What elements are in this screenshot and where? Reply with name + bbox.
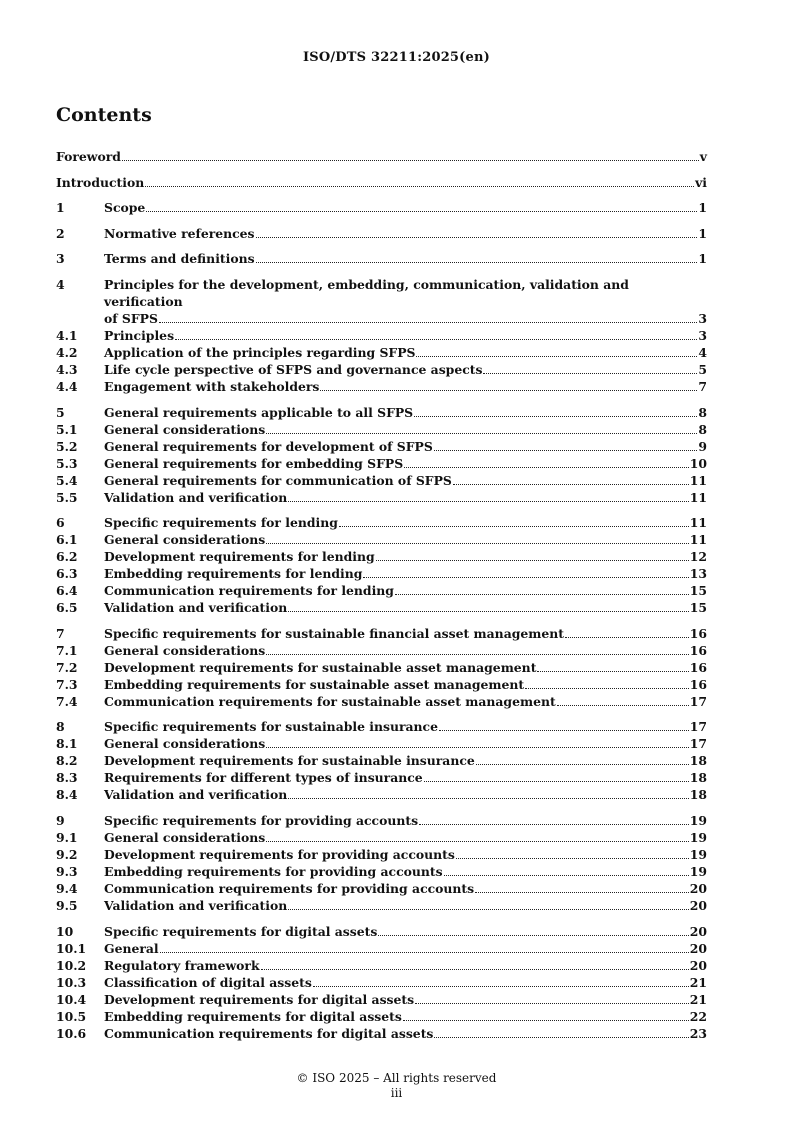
toc-entry-leader bbox=[159, 322, 697, 323]
toc-entry[interactable] bbox=[56, 642, 707, 659]
toc-entry-title: Communication requirements for lending bbox=[104, 583, 394, 599]
toc-entry-leader bbox=[565, 637, 689, 638]
toc-entry-number: 4.4 bbox=[56, 378, 78, 394]
toc-entry-page: 20 bbox=[689, 940, 707, 956]
toc-entry[interactable] bbox=[56, 1008, 707, 1025]
toc-entry-leader bbox=[416, 356, 697, 357]
toc-entry-title: Development requirements for sustainable asset management bbox=[104, 659, 537, 675]
toc-entry-number: 4 bbox=[56, 276, 65, 292]
toc-entry[interactable] bbox=[56, 514, 707, 531]
toc-entry-title: Normative references bbox=[104, 225, 255, 241]
toc-entry-leader bbox=[376, 560, 689, 561]
toc-entry-number: 5.5 bbox=[56, 489, 78, 505]
toc-entry-page: 7 bbox=[698, 378, 707, 394]
toc-entry-number: 9.3 bbox=[56, 863, 78, 879]
toc-entry-page: 16 bbox=[689, 625, 707, 641]
toc-entry-number: 7 bbox=[56, 625, 65, 641]
toc-entry-leader bbox=[537, 671, 688, 672]
toc-entry-page: 9 bbox=[698, 438, 707, 454]
toc-entry-number: 7.3 bbox=[56, 676, 78, 692]
toc-entry-page: 18 bbox=[689, 787, 707, 803]
toc-entry-number: 10.1 bbox=[56, 940, 87, 956]
toc-entry-number: 6.4 bbox=[56, 583, 78, 599]
toc-entry-title: General requirements for development of SFPS bbox=[104, 438, 433, 454]
toc-entry-leader bbox=[288, 909, 689, 910]
toc-entry-number: 6.3 bbox=[56, 566, 78, 582]
toc-entry-number: 2 bbox=[56, 225, 65, 241]
copyright-notice: © ISO 2025 – All rights reserved bbox=[296, 1071, 497, 1085]
toc-entry[interactable] bbox=[56, 676, 707, 693]
table-of-contents bbox=[56, 148, 707, 1042]
toc-entry[interactable] bbox=[56, 735, 707, 752]
toc-entry-leader bbox=[175, 339, 697, 340]
toc-entry-leader bbox=[288, 501, 689, 502]
toc-entry-page: 17 bbox=[689, 736, 707, 752]
toc-entry-leader bbox=[419, 824, 689, 825]
toc-entry-number: 4.1 bbox=[56, 327, 78, 343]
toc-entry-page: 11 bbox=[689, 532, 707, 548]
toc-entry[interactable] bbox=[56, 718, 707, 735]
toc-entry-page: 16 bbox=[689, 676, 707, 692]
toc-entry-title: General requirements for communication of SFPS bbox=[104, 472, 452, 488]
toc-entry-title: Development requirements for providing accounts bbox=[104, 846, 455, 862]
toc-entry-title: Regulatory framework bbox=[104, 957, 260, 973]
toc-entry[interactable] bbox=[56, 812, 707, 829]
toc-entry-page: 3 bbox=[698, 310, 707, 326]
toc-entry-page: 16 bbox=[689, 642, 707, 658]
toc-entry-leader bbox=[339, 526, 689, 527]
toc-entry[interactable] bbox=[56, 582, 707, 599]
toc-entry[interactable] bbox=[56, 565, 707, 582]
toc-entry-number: 4.3 bbox=[56, 361, 78, 377]
toc-entry[interactable] bbox=[56, 974, 707, 991]
toc-entry-page: 8 bbox=[698, 404, 707, 420]
toc-entry-number: 5 bbox=[56, 404, 65, 420]
toc-entry-number: 8.3 bbox=[56, 770, 78, 786]
toc-entry-title: Communication requirements for sustainable asset management bbox=[104, 693, 556, 709]
toc-entry-page: 15 bbox=[689, 600, 707, 616]
toc-entry-title: Foreword bbox=[56, 149, 121, 164]
toc-entry[interactable] bbox=[56, 174, 707, 191]
toc-entry-title: Specific requirements for sustainable financial asset management bbox=[104, 625, 564, 641]
toc-entry-page: 18 bbox=[689, 770, 707, 786]
toc-entry-leader bbox=[483, 373, 697, 374]
toc-entry-page: 1 bbox=[698, 225, 707, 241]
toc-entry-title: Engagement with stakeholders bbox=[104, 378, 320, 394]
toc-entry-page: 5 bbox=[698, 361, 707, 377]
toc-entry[interactable] bbox=[56, 404, 707, 421]
toc-entry[interactable] bbox=[56, 991, 707, 1008]
toc-entry-leader bbox=[266, 543, 689, 544]
toc-entry-leader bbox=[475, 892, 689, 893]
toc-entry[interactable] bbox=[56, 421, 707, 438]
toc-entry-leader bbox=[415, 1003, 689, 1004]
toc-entry[interactable] bbox=[56, 276, 707, 327]
toc-entry-number: 5.4 bbox=[56, 472, 78, 488]
toc-entry[interactable] bbox=[56, 250, 707, 267]
toc-entry-leader bbox=[256, 262, 698, 263]
toc-entry-leader bbox=[266, 433, 697, 434]
toc-entry-number: 7.1 bbox=[56, 642, 78, 658]
toc-entry-number: 9 bbox=[56, 812, 65, 828]
toc-entry-number: 9.1 bbox=[56, 829, 78, 845]
toc-entry-title: Life cycle perspective of SFPS and governance aspects bbox=[104, 361, 483, 377]
toc-entry-page: 11 bbox=[689, 489, 707, 505]
toc-entry-page: 8 bbox=[698, 421, 707, 437]
toc-entry-leader bbox=[403, 1020, 689, 1021]
toc-entry[interactable] bbox=[56, 344, 707, 361]
toc-entry-leader bbox=[363, 577, 688, 578]
toc-entry-title: Specific requirements for sustainable insurance bbox=[104, 719, 438, 735]
toc-entry-page: 20 bbox=[689, 957, 707, 973]
toc-entry-number: 3 bbox=[56, 251, 65, 267]
toc-entry-number: 6.1 bbox=[56, 532, 78, 548]
toc-entry-page: 19 bbox=[689, 812, 707, 828]
toc-entry-page: 13 bbox=[689, 566, 707, 582]
toc-entry-number: 10.2 bbox=[56, 957, 87, 973]
toc-entry-title: Principles bbox=[104, 327, 175, 343]
toc-entry-leader bbox=[404, 467, 689, 468]
toc-entry-number: 8.4 bbox=[56, 787, 78, 803]
toc-entry-page: 20 bbox=[689, 897, 707, 913]
toc-entry-page: 16 bbox=[689, 659, 707, 675]
toc-entry-title: General considerations bbox=[104, 736, 266, 752]
toc-entry-number: 8 bbox=[56, 719, 65, 735]
toc-entry-page: 20 bbox=[689, 880, 707, 896]
toc-entry-number: 10.3 bbox=[56, 974, 87, 990]
toc-entry-title: General bbox=[104, 940, 159, 956]
toc-entry-page: 11 bbox=[689, 515, 707, 531]
toc-entry[interactable] bbox=[56, 752, 707, 769]
toc-entry[interactable] bbox=[56, 846, 707, 863]
toc-entry-leader bbox=[122, 160, 699, 161]
toc-entry-page: 18 bbox=[689, 753, 707, 769]
document-header: ISO/DTS 32211:2025(en) bbox=[302, 50, 491, 65]
toc-entry-leader bbox=[160, 952, 689, 953]
toc-entry-title: Classification of digital assets bbox=[104, 974, 312, 990]
toc-entry-leader bbox=[525, 688, 689, 689]
toc-entry-page: 17 bbox=[689, 693, 707, 709]
toc-entry-leader bbox=[414, 416, 697, 417]
page-number: iii bbox=[390, 1086, 403, 1100]
toc-entry-title: Introduction bbox=[56, 174, 145, 190]
toc-entry[interactable] bbox=[56, 438, 707, 455]
toc-entry[interactable] bbox=[56, 863, 707, 880]
toc-entry-title: Specific requirements for lending bbox=[104, 515, 338, 531]
toc-entry-page: 23 bbox=[689, 1025, 707, 1041]
toc-entry[interactable] bbox=[56, 455, 707, 472]
toc-entry[interactable] bbox=[56, 880, 707, 897]
toc-entry[interactable] bbox=[56, 199, 707, 216]
toc-entry-leader bbox=[266, 841, 689, 842]
toc-entry-number: 4.2 bbox=[56, 344, 78, 360]
toc-entry-number: 9.5 bbox=[56, 897, 78, 913]
toc-entry-page: 10 bbox=[689, 455, 707, 471]
toc-entry[interactable] bbox=[56, 361, 707, 378]
toc-entry[interactable] bbox=[56, 786, 707, 803]
toc-entry[interactable] bbox=[56, 659, 707, 676]
toc-entry-number: 9.2 bbox=[56, 846, 78, 862]
toc-entry-leader bbox=[439, 730, 689, 731]
toc-entry-page: 12 bbox=[689, 549, 707, 565]
toc-entry-page: 22 bbox=[689, 1008, 707, 1024]
toc-entry-number: 10.4 bbox=[56, 991, 87, 1007]
toc-entry-leader bbox=[424, 781, 689, 782]
toc-entry-leader bbox=[266, 654, 689, 655]
toc-entry-title: Embedding requirements for providing accounts bbox=[104, 863, 443, 879]
toc-entry-page: 4 bbox=[698, 344, 707, 360]
toc-entry-leader bbox=[434, 1037, 688, 1038]
toc-entry-leader bbox=[557, 705, 689, 706]
toc-entry-title: Terms and definitions bbox=[104, 251, 255, 267]
toc-entry[interactable] bbox=[56, 548, 707, 565]
toc-entry-number: 5.3 bbox=[56, 455, 78, 471]
toc-entry-leader bbox=[320, 390, 697, 391]
toc-entry-title: Communication requirements for providing accounts bbox=[104, 880, 475, 896]
toc-entry-page: vi bbox=[695, 174, 707, 190]
toc-entry-title: Embedding requirements for lending bbox=[104, 566, 363, 582]
toc-entry-number: 6.5 bbox=[56, 600, 78, 616]
toc-entry-page: 20 bbox=[689, 923, 707, 939]
toc-entry-leader bbox=[456, 858, 689, 859]
toc-entry-page: v bbox=[699, 149, 707, 164]
toc-entry-page: 3 bbox=[698, 327, 707, 343]
toc-entry-title: General considerations bbox=[104, 642, 266, 658]
toc-entry-title: General considerations bbox=[104, 532, 266, 548]
page-footer bbox=[0, 1071, 793, 1101]
toc-entry-title: Validation and verification bbox=[104, 787, 288, 803]
toc-entry-title: General requirements for embedding SFPS bbox=[104, 455, 404, 471]
toc-entry-title: Principles for the development, embedding, communication, validation and verification bbox=[104, 276, 629, 309]
toc-entry-leader bbox=[444, 875, 689, 876]
toc-entry-number: 10 bbox=[56, 923, 74, 939]
toc-entry-leader bbox=[288, 798, 689, 799]
toc-entry-number: 5.2 bbox=[56, 438, 78, 454]
toc-entry-title: General considerations bbox=[104, 829, 266, 845]
toc-entry-title: Application of the principles regarding SFPS bbox=[104, 344, 416, 360]
toc-entry-title: Communication requirements for digital assets bbox=[104, 1025, 434, 1041]
toc-entry[interactable] bbox=[56, 957, 707, 974]
toc-entry-leader bbox=[288, 611, 689, 612]
toc-entry-title: Specific requirements for providing accounts bbox=[104, 812, 419, 828]
toc-entry-number: 10.5 bbox=[56, 1008, 87, 1024]
toc-entry-title: Specific requirements for digital assets bbox=[104, 923, 378, 939]
toc-entry-number: 1 bbox=[56, 200, 65, 216]
toc-entry-number: 7.2 bbox=[56, 659, 78, 675]
toc-entry-page: 1 bbox=[698, 251, 707, 267]
toc-entry-title: Development requirements for sustainable insurance bbox=[104, 753, 475, 769]
toc-entry[interactable] bbox=[56, 769, 707, 786]
toc-entry-page: 19 bbox=[689, 829, 707, 845]
toc-entry[interactable] bbox=[56, 829, 707, 846]
toc-entry-number: 9.4 bbox=[56, 880, 78, 896]
toc-entry[interactable] bbox=[56, 327, 707, 344]
toc-entry-number: 7.4 bbox=[56, 693, 78, 709]
toc-entry-leader bbox=[256, 237, 698, 238]
toc-entry-title: Requirements for different types of insurance bbox=[104, 770, 423, 786]
toc-entry-page: 1 bbox=[698, 200, 707, 216]
toc-entry-number: 8.2 bbox=[56, 753, 78, 769]
toc-entry-leader bbox=[453, 484, 689, 485]
toc-entry-number: 6.2 bbox=[56, 549, 78, 565]
toc-entry-title: Embedding requirements for digital assets bbox=[104, 1008, 402, 1024]
toc-entry-number: 8.1 bbox=[56, 736, 78, 752]
toc-entry-title: Validation and verification bbox=[104, 897, 288, 913]
toc-entry[interactable] bbox=[56, 923, 707, 940]
toc-entry[interactable] bbox=[56, 378, 707, 395]
toc-entry-title: Development requirements for lending bbox=[104, 549, 375, 565]
toc-entry-title: General requirements applicable to all SFPS bbox=[104, 404, 414, 420]
toc-entry-title: Validation and verification bbox=[104, 600, 288, 616]
toc-entry[interactable] bbox=[56, 148, 707, 165]
toc-entry-page: 11 bbox=[689, 472, 707, 488]
toc-entry-leader bbox=[395, 594, 689, 595]
toc-entry-leader bbox=[476, 764, 689, 765]
toc-entry-title: Development requirements for digital assets bbox=[104, 991, 415, 1007]
toc-entry[interactable] bbox=[56, 693, 707, 710]
toc-entry-leader bbox=[145, 186, 694, 187]
toc-entry-leader bbox=[261, 969, 689, 970]
toc-entry-page: 19 bbox=[689, 846, 707, 862]
toc-entry-number: 5.1 bbox=[56, 421, 78, 437]
toc-entry-title: General considerations bbox=[104, 421, 266, 437]
toc-entry[interactable] bbox=[56, 225, 707, 242]
toc-entry-leader bbox=[434, 450, 698, 451]
toc-entry-leader bbox=[266, 747, 689, 748]
toc-entry[interactable] bbox=[56, 1025, 707, 1042]
toc-entry-page: 15 bbox=[689, 583, 707, 599]
toc-entry[interactable] bbox=[56, 531, 707, 548]
toc-entry-leader bbox=[378, 935, 688, 936]
toc-entry-leader bbox=[313, 986, 689, 987]
toc-entry-page: 19 bbox=[689, 863, 707, 879]
toc-entry[interactable] bbox=[56, 625, 707, 642]
toc-entry[interactable] bbox=[56, 599, 707, 616]
toc-entry-page: 21 bbox=[689, 974, 707, 990]
toc-entry-title: Validation and verification bbox=[104, 489, 288, 505]
toc-entry-number: 6 bbox=[56, 515, 65, 531]
toc-entry[interactable] bbox=[56, 897, 707, 914]
toc-entry[interactable] bbox=[56, 472, 707, 489]
toc-entry-title: Scope bbox=[104, 200, 146, 216]
toc-entry-page: 21 bbox=[689, 991, 707, 1007]
toc-entry-leader bbox=[146, 211, 697, 212]
toc-entry-number: 10.6 bbox=[56, 1025, 87, 1041]
toc-entry[interactable] bbox=[56, 940, 707, 957]
toc-entry-page: 17 bbox=[689, 719, 707, 735]
toc-entry-title: Embedding requirements for sustainable asset management bbox=[104, 676, 525, 692]
toc-entry[interactable] bbox=[56, 489, 707, 506]
contents-title: Contents bbox=[56, 104, 152, 126]
toc-entry-title-continued: of SFPS bbox=[104, 310, 158, 326]
